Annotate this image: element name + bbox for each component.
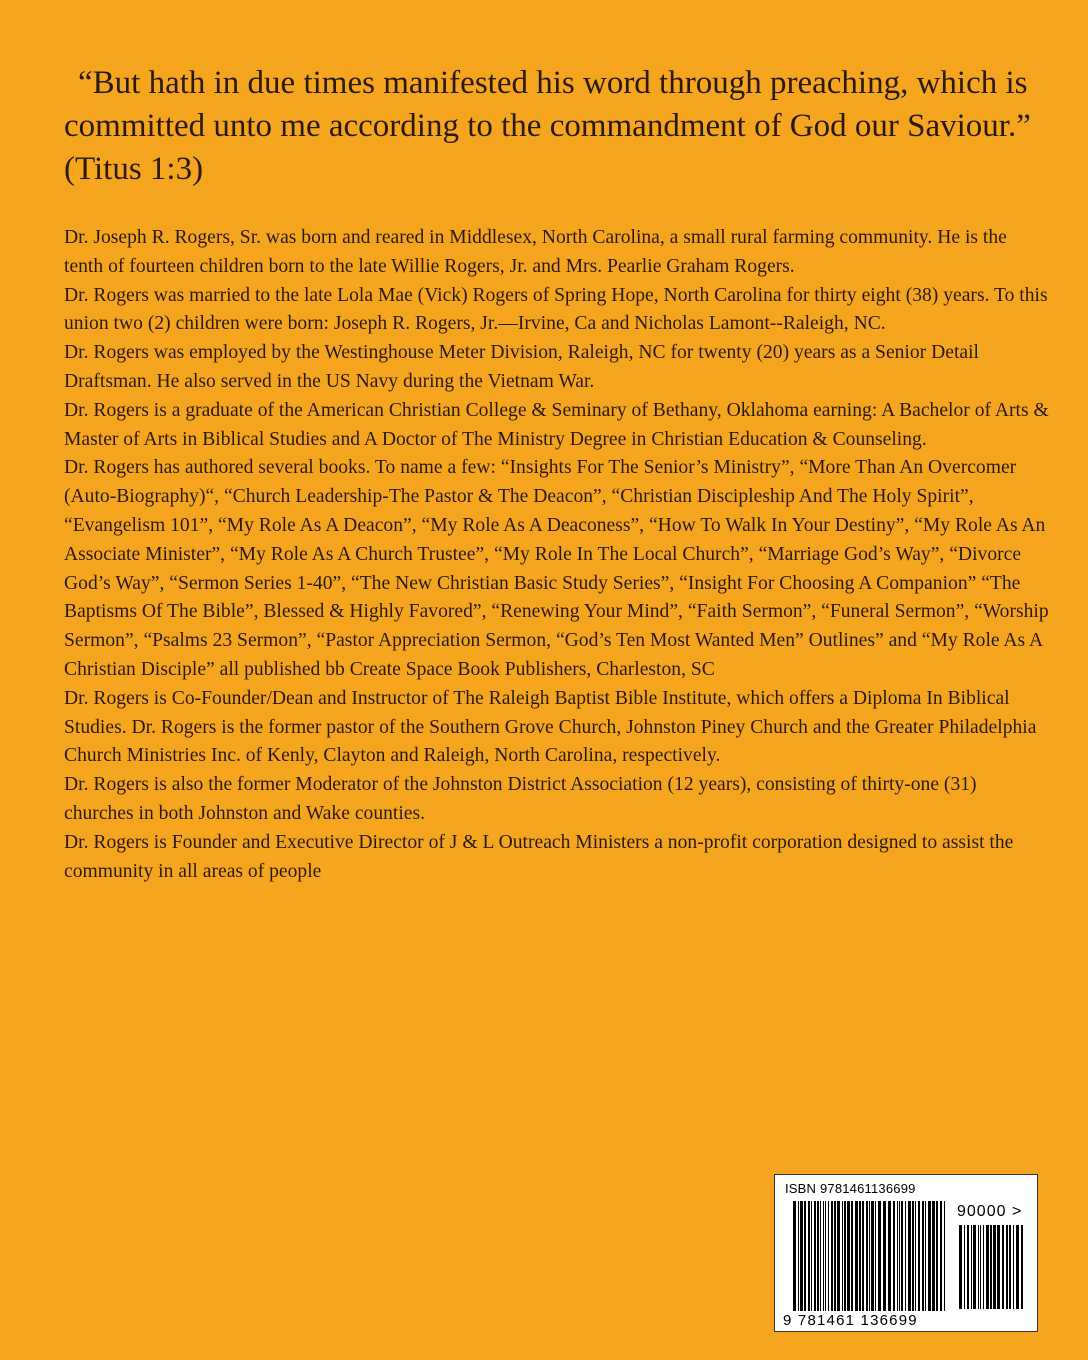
barcode-bar [828,1201,829,1311]
barcode-bar [1013,1225,1014,1309]
barcode-bar [986,1225,989,1309]
bio-paragraph: Dr. Rogers is Founder and Executive Director of J & L Outreach Ministers a non-profit corporation designed to assist the community in all areas of people [64,831,1014,882]
barcode-bar [1016,1225,1019,1309]
barcode-bar [997,1225,1000,1309]
barcode-bar [800,1201,803,1311]
barcode-bar [893,1201,895,1311]
addon-barcode-bars [959,1225,1025,1309]
bio-paragraph: Dr. Joseph R. Rogers, Sr. was born and reared in Middlesex, North Carolina, a small rural farming community. He is the tenth of fourteen children born to the late Willie Rogers, Jr. and Mrs. Pearlie Graham Rogers. [64,227,1007,277]
scripture-quote: “But hath in due times manifested his word through preaching, which is committed unto me according to the commandment of God our Saviour.” (Titus 1:3) [64,65,1031,187]
barcode-bar [978,1225,979,1309]
barcode-bar [912,1201,914,1311]
barcode-bar [831,1201,833,1311]
barcode-bar [983,1225,984,1309]
bio-paragraph: Dr. Rogers was married to the late Lola Mae (Vick) Rogers of Spring Hope, North Carolina for thirty eight (38) years. To this union two (2) children were born: Joseph R. Rogers, Jr.—Irvine, Ca and Nicholas Lamont--Raleigh, NC. [64,284,1048,335]
barcode-bar [871,1201,874,1311]
barcode-bar [932,1201,935,1311]
barcode-bar [940,1201,942,1311]
barcode-bar [908,1201,911,1311]
barcode-bar [964,1225,965,1309]
barcode-bars [793,1201,949,1311]
price-addon-number: 90000 > [957,1203,1023,1220]
barcode-bar [888,1201,891,1311]
barcode-bar [1009,1225,1011,1309]
barcode-bar [825,1201,826,1311]
barcode-bar [928,1201,931,1311]
isbn-label: ISBN 9781461136699 [785,1181,916,1196]
isbn-barcode [774,1174,1038,1332]
barcode-bar [883,1201,886,1311]
barcode-bar [844,1201,846,1311]
barcode-bar [820,1201,821,1311]
barcode-bar [866,1201,868,1311]
barcode-digits: 9 781461 136699 [783,1312,918,1329]
barcode-bar [1006,1225,1008,1309]
bio-paragraph: Dr. Rogers is Co-Founder/Dean and Instructor of The Raleigh Baptist Bible Institute, which offers a Diploma In Biblical Studies. Dr. Rogers is the former pastor of the Southern Grove Church, Johnston Piney Church and the Greater Philadelphia Church Ministries Inc. of Kenly, Clayton and Raleigh, North Carolina, respectively. [64,687,1037,767]
barcode-bar [897,1201,898,1311]
barcode-bar [918,1201,920,1311]
barcode-bar [1021,1225,1023,1309]
barcode-bar [859,1201,861,1311]
bio-paragraph: Dr. Rogers was employed by the Westinghouse Meter Division, Raleigh, NC for twenty (20) years as a Senior Detail Draftsman. He also served in the US Navy during the Vietnam War. [64,342,979,392]
barcode-bar [804,1201,806,1311]
barcode-bar [808,1201,810,1311]
bio-paragraph: Dr. Rogers is also the former Moderator of the Johnston District Association (12 years), consisting of thirty-one (31) churches in both Johnston and Wake counties. [64,774,977,824]
barcode-bar [1002,1225,1004,1309]
bio-paragraph: Dr. Rogers is a graduate of the American Christian College & Seminary of Bethany, Oklahoma earning: A Bachelor of Arts & Master of Arts in Biblical Studies and A Doctor of The Ministry Degree in Christian Education & Counseling. [64,399,1049,450]
barcode-bar [980,1225,981,1309]
barcode-bar [875,1201,876,1311]
barcode-bar [814,1201,816,1311]
barcode-bar [851,1201,853,1311]
barcode-bar [842,1201,843,1311]
barcode-bar [823,1201,824,1311]
barcode-bar [990,1225,992,1309]
barcode-bar [936,1201,938,1311]
barcode-bar [793,1201,796,1311]
barcode-bar [944,1201,945,1311]
barcode-bar [834,1201,836,1311]
barcode-bar [798,1201,799,1311]
barcode-bar [869,1201,870,1311]
barcode-bar [878,1201,881,1311]
barcode-bar [862,1201,864,1311]
barcode-bar [973,1225,976,1309]
barcode-bar [922,1201,924,1311]
barcode-bar [905,1201,906,1311]
barcode-bar [959,1225,962,1309]
barcode-bar [899,1201,900,1311]
barcode-bar [967,1225,969,1309]
barcode-bar [811,1201,812,1311]
barcode-bar [915,1201,916,1311]
barcode-bar [993,1225,996,1309]
author-biography [64,224,1049,886]
barcode-bar [901,1201,903,1311]
barcode-bar [925,1201,926,1311]
barcode-bar [855,1201,858,1311]
barcode-bar [837,1201,840,1311]
barcode-bar [971,1225,972,1309]
barcode-bar [817,1201,819,1311]
barcode-bar [847,1201,850,1311]
bio-paragraph: Dr. Rogers has authored several books. To name a few: “Insights For The Senior’s Ministry”, “More Than An Overcomer (Auto-Biography)“, “Church Leadership-The Pastor & The Deacon”, “Christian Discipleship And The Holy Spirit”, “Evangelism 101”, “My Role As A Deacon”, “My Role As A Deaconess”, “How To Walk In Your Destiny”, “My Role As An Associate Minister”, “My Role As A Church Trustee”, “My Role In The Local Church”, “Marriage God’s Way”, “Divorce God’s Way”, “Sermon Series 1-40”, “The New Christian Basic Study Series”, “Insight For Choosing A Companion” “The Baptisms Of The Bible”, Blessed & Highly Favored”, “Renewing Your Mind”, “Faith Sermon”, “Funeral Sermon”, “Worship Sermon”, “Psalms 23 Sermon”, “Pastor Appreciation Sermon, “God’s Ten Most Wanted Men” Outlines” and “My Role As A Christian Disciple” all published bb Create Space Book Publishers, Charleston, SC [64,457,1049,680]
